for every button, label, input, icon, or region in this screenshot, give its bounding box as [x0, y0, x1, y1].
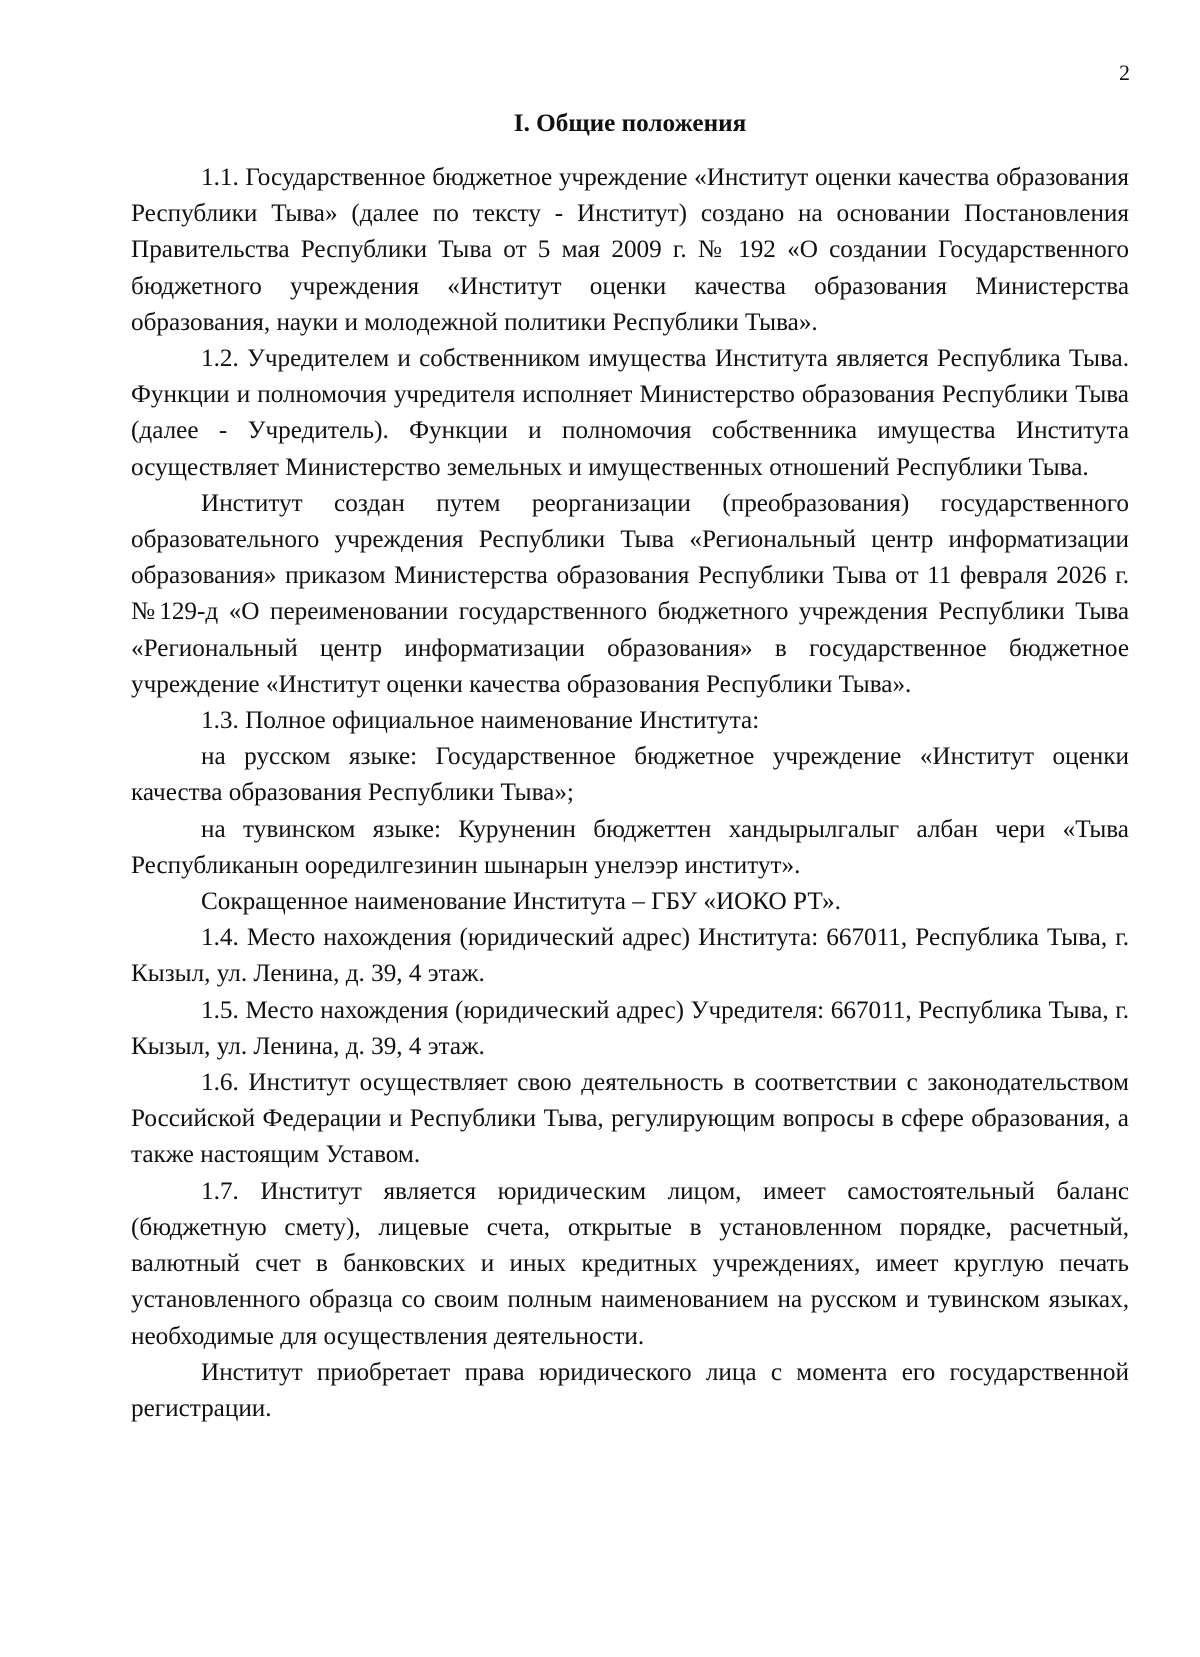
paragraph-legal-rights: Институт приобретает права юридического лица с момента его государственной регистрации. [131, 1358, 1129, 1422]
paragraph-1-6: 1.6. Институт осуществляет свою деятельность в соответствии с законодательством Российской Федерации и Республики Тыва, регулирующим вопросы в сфере образования, а также настоящим Уставом. [131, 1069, 1129, 1169]
paragraph-1-1: 1.1. Государственное бюджетное учреждение «Институт оценки качества образования Республики Тыва» (далее по тексту - Институт) создано на основании Постановления Правительства Республики Тыва от 5 мая 2009 г. № 192 «О создании Государственного бюджетного учреждения «Институт оценки качества образования Министерства образования, науки и молодежной политики Республики Тыва». [131, 164, 1129, 336]
paragraph-1-5: 1.5. Место нахождения (юридический адрес) Учредителя: 667011, Республика Тыва, г. Кызыл, ул. Ленина, д. 39, 4 этаж. [131, 996, 1129, 1060]
page-number: 2 [1119, 60, 1130, 85]
document-body [131, 106, 1129, 1427]
section-heading: I. Общие положения [513, 110, 747, 137]
paragraph-reorganization: Институт создан путем реорганизации (преобразования) государственного образовательного учреждения Республики Тыва «Региональный центр информатизации образования» приказом Министерства образования Республики Тыва от 11 февраля 2026 г. №129-д «О переименовании государственного бюджетного учреждения Республики Тыва «Региональный центр информатизации образования» в государственное бюджетное учреждение «Институт оценки качества образования Республики Тыва». [131, 489, 1129, 698]
paragraph-short-name: Сокращенное наименование Института – ГБУ «ИОКО РТ». [201, 888, 841, 916]
paragraph-1-7: 1.7. Институт является юридическим лицом, имеет самостоятельный баланс (бюджетную смету), лицевые счета, открытые в установленном порядке, расчетный, валютный счет в банковских и иных кредитных учреждениях, имеет круглую печать установленного образца со своим полным наименованием на русском и тувинском языках, необходимые для осуществления деятельности. [131, 1177, 1129, 1350]
paragraph-russian-name: на русском языке: Государственное бюджетное учреждение «Институт оценки качества образования Республики Тыва»; [131, 743, 1129, 807]
paragraph-1-4: 1.4. Место нахождения (юридический адрес) Института: 667011, Республика Тыва, г. Кызыл, ул. Ленина, д. 39, 4 этаж. [131, 924, 1129, 988]
paragraph-1-2: 1.2. Учредителем и собственником имущества Института является Республика Тыва. Функции и полномочия учредителя исполняет Министерство образования Республики Тыва (далее - Учредитель). Функции и полномочия собственника имущества Института осуществляет Министерство земельных и имущественных отношений Республики Тыва. [131, 345, 1129, 481]
paragraph-tuvan-name: на тувинском языке: Куруненин бюджеттен хандырылгалыг албан чери «Тыва Республиканын ооредилгезинин шынарын унелээр институт». [131, 815, 1129, 879]
paragraph-1-3: 1.3. Полное официальное наименование Института: [201, 707, 760, 735]
